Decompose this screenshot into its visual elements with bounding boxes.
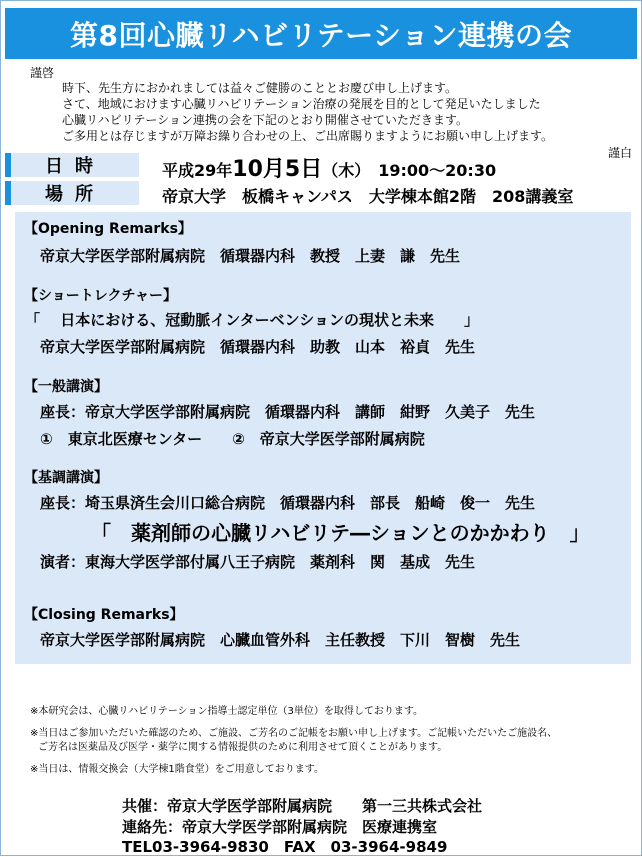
date-prefix: 平成29年 — [162, 161, 233, 180]
phone-line: TEL03-3964-9830 FAX 03-3964-9849 — [122, 838, 448, 856]
intro-line: さて、地域におけます心臓リハビリテーション治療の発展を目的として発足いたしました — [62, 97, 541, 111]
keynote-title: 「 薬剤師の心臓リハビリテ―ションとのかかわり 」 — [91, 521, 590, 545]
closing-heading: 【Closing Remarks】 — [24, 607, 184, 623]
opening-heading: 【Opening Remarks】 — [24, 221, 192, 237]
note-credit: ※本研究会は、心臓リハビリテーション指導士認定単位（3単位）を取得しております。 — [30, 706, 424, 717]
closing-word: 謹白 — [608, 146, 633, 160]
date-label: 日時 — [5, 153, 139, 177]
place-value: 帝京大学 板橋キャンパス 大学棟本館2階 208講義室 — [162, 187, 574, 206]
keynote-chair: 座長：埼玉県済生会川口総合病院 循環器内科 部長 船崎 俊一 先生 — [40, 494, 536, 512]
short-lecture-heading: 【ショートレクチャー】 — [24, 288, 178, 304]
note-registration: ※当日はご参加いただいた確認のため、ご施設、ご芳名のご記帳をお願い申し上げます。ご記帳いただいたご施設名、 — [30, 728, 558, 739]
short-lecture-title: 「 日本における、冠動脈インターベンションの現状と未来 」 — [25, 311, 479, 329]
page-title: 第8回心臓リハビリテーション連携の会 — [5, 8, 637, 59]
keynote-speaker: 演者：東海大学医学部付属八王子病院 薬剤科 関 基成 先生 — [40, 553, 476, 571]
closing-speaker: 帝京大学医学部附属病院 心臓血管外科 主任教授 下川 智樹 先生 — [40, 631, 521, 649]
general-items: ① 東京北医療センター ② 帝京大学医学部附属病院 — [40, 430, 425, 448]
greeting: 謹啓 — [30, 66, 55, 80]
intro-line: ご多用とは存じますが万障お繰り合わせの上、ご出席賜りますようにお願い申し上げます。 — [62, 129, 554, 143]
short-lecture-speaker: 帝京大学医学部附属病院 循環器内科 助教 山本 裕貞 先生 — [40, 338, 476, 356]
intro-line: 時下、先生方におかれましては益々ご健勝のこととお慶び申し上げます。 — [62, 81, 458, 95]
keynote-heading: 【基調講演】 — [24, 470, 108, 486]
intro-line: 心臓リハビリテーション連携の会を下記のとおり開催させていただきます。 — [62, 113, 468, 127]
general-chair: 座長：帝京大学医学部附属病院 循環器内科 講師 紺野 久美子 先生 — [40, 403, 536, 421]
note-reception: ※当日は、情報交換会（大学棟1階食堂）をご用意しております。 — [30, 764, 324, 775]
program-panel — [15, 212, 631, 664]
general-heading: 【一般講演】 — [24, 379, 108, 395]
opening-speaker: 帝京大学医学部附属病院 循環器内科 教授 上妻 謙 先生 — [40, 247, 461, 265]
note-registration-cont: ご芳名は医薬品及び医学・薬学に関する情報提供のために利用させて頂くことがあります。 — [38, 742, 448, 753]
place-label: 場所 — [5, 181, 139, 205]
date-main: 10月5日 — [232, 157, 323, 182]
date-suffix: （木） 19:00～20:30 — [322, 161, 497, 180]
date-value — [162, 152, 496, 183]
sponsor-line: 共催：帝京大学医学部附属病院 第一三共株式会社 — [122, 797, 483, 815]
contact-line: 連絡先：帝京大学医学部附属病院 医療連携室 — [122, 818, 438, 836]
